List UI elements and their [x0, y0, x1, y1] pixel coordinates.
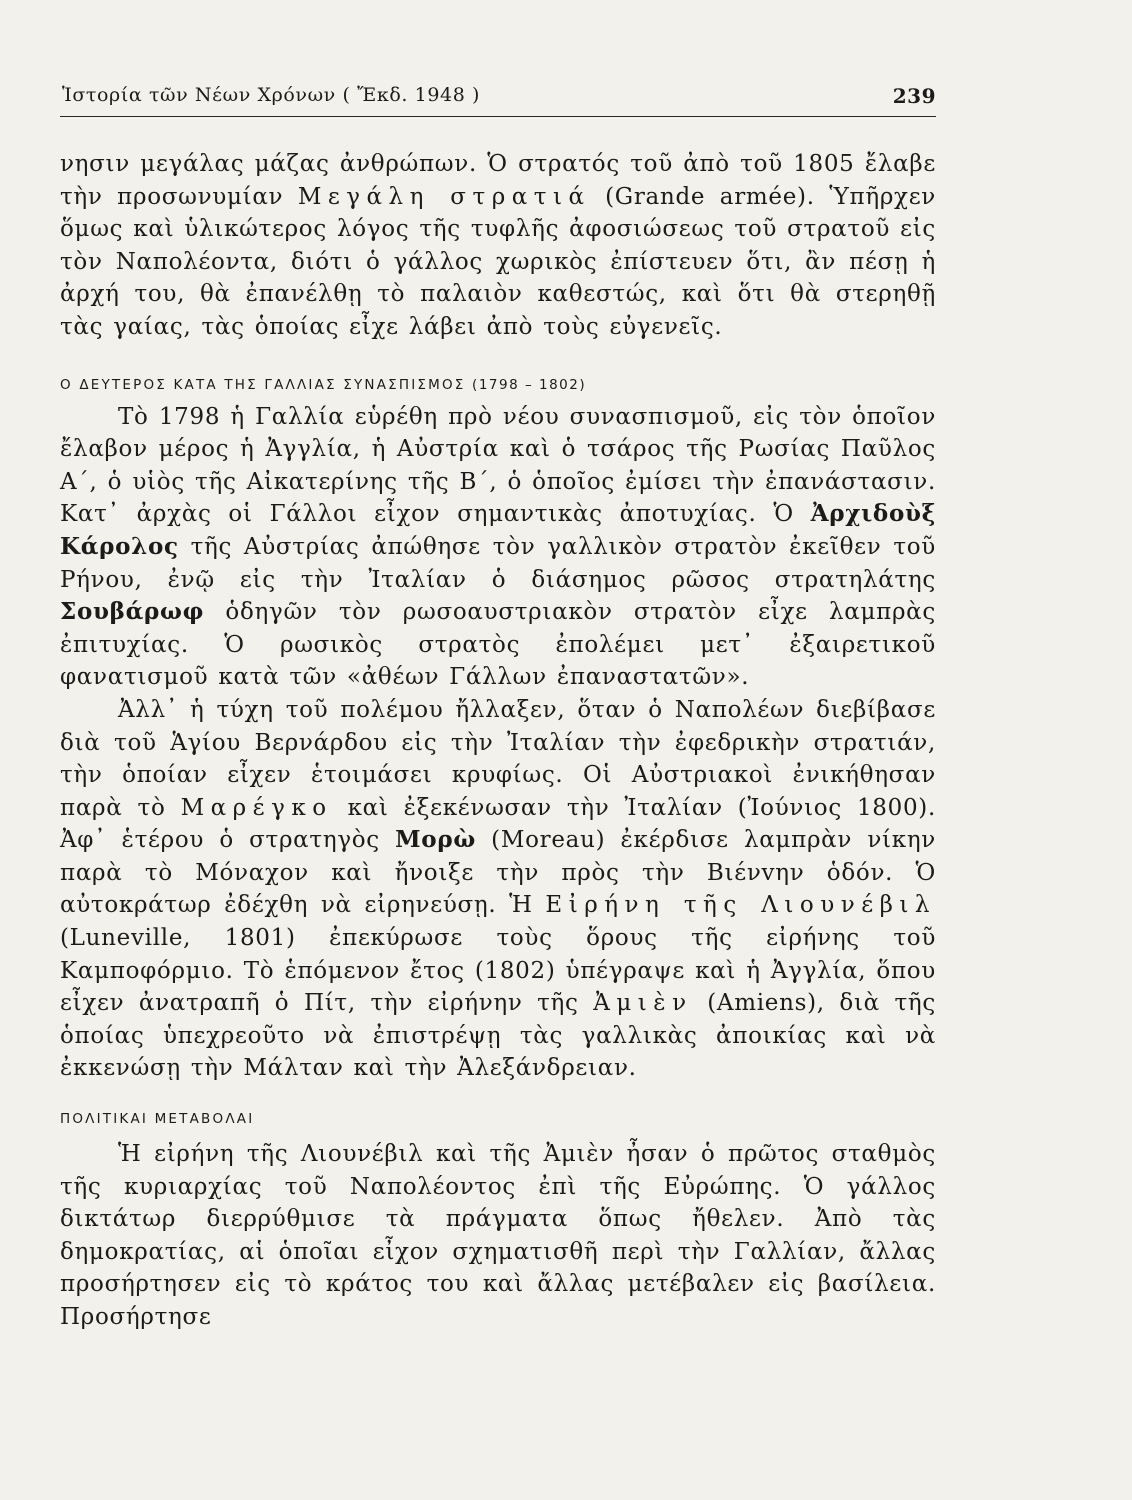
paragraph-text: νησιν μεγάλας μάζας ἀνθρώπων. Ὁ στρατός τοῦ ἀπὸ τοῦ 1805 ἔλαβε τὴν προσωνυμίαν: [60, 151, 936, 210]
paragraph-text: τῆς Αὐστρίας ἀπώθησε τὸν γαλλικὸν στρατὸν ἐκεῖθεν τοῦ Ρήνου, ἐνῷ εἰς τὴν Ἰταλίαν ὁ διάσημος ρῶσος στρατηλάτης: [60, 533, 936, 593]
running-head: [60, 84, 936, 112]
spaced-term-amiens: Ἀμιὲν: [593, 990, 693, 1017]
section-heading-title: ΠΟΛΙΤΙΚΑΙ ΜΕΤΑΒΟΛΑΙ: [60, 1111, 255, 1128]
bold-name-archduke-charles: Ἀρχιδοὺξ Κάρολος: [60, 500, 936, 560]
book-title: Ἱστορία τῶν Νέων Χρόνων ( Ἔκδ. 1948 ): [62, 84, 481, 106]
section-heading-years: (1798 – 1802): [472, 376, 587, 393]
section-heading-title: Ο ΔΕΥΤΕΡΟΣ ΚΑΤΑ ΤΗΣ ΓΑΛΛΙΑΣ ΣΥΝΑΣΠΙΣΜΟΣ: [60, 376, 466, 393]
paragraph-grande-armee: [60, 148, 936, 344]
spaced-term-marengo: Μαρέγκο: [180, 794, 333, 821]
paragraph-text: (Moreau) ἐκέρδισε λαμπρὰν νίκην παρὰ τὸ Μόναχον καὶ ἤνοιξε τὴν πρὸς τὴν Βιένvην ὁδόν. Ὁ αὐτοκράτωρ ἐδέχθη νὰ εἰρηνεύσῃ. Ἡ: [60, 827, 936, 919]
book-page: [60, 0, 936, 1500]
header-rule: [60, 116, 936, 117]
spaced-term: Μεγάλη στρατιά: [297, 183, 591, 210]
paragraph-text: (Amiens), διὰ τῆς ὁποίας ὑπεχρεοῦτο νὰ ἐπιστρέψῃ τὰς γαλλικὰς ἀποικίας καὶ νὰ ἐκκενώσῃ τὴν Μάλταν καὶ τὴν Ἀλεξάνδρειαν.: [60, 990, 936, 1082]
bold-name-moreau: Μορὼ: [395, 826, 476, 854]
paragraph-text: καὶ ἐξεκένωσαν τὴν Ἰταλίαν (Ἰούνιος 1800). Ἀφ᾽ ἑτέρου ὁ στρατηγὸς: [60, 794, 936, 854]
paragraph-fortune-of-war: [60, 694, 936, 1085]
paragraph-text: (Luneville, 1801) ἐπεκύρωσε τοὺς ὅρους τῆς εἰρήνης τοῦ Καμποφόρμιο. Τὸ ἑπόμενον ἔτος (1802) ὑπέγραψε καὶ ἡ Ἀγγλία, ὅπου εἶχεν ἀνατραπῆ ὁ Πίτ, τὴν εἰρήνην τῆς: [60, 925, 936, 1017]
page-number: 239: [892, 84, 936, 108]
paragraph-text: Ἀλλ᾽ ἡ τύχη τοῦ πολέμου ἤλλαξεν, ὅταν ὁ Ναπολέων διεβίβασε διὰ τοῦ Ἁγίου Βερνάρδου εἰς τὴν Ἰταλίαν τὴν ἐφεδρικὴν στρατιάν, τὴν ὁποίαν εἶχεν ἑτοιμάσει κρυφίως. Οἱ Αὐστριακοὶ ἐνικήθησαν παρὰ τὸ: [60, 696, 936, 821]
section-heading-second-coalition: [60, 377, 936, 393]
spaced-term-luneville: Εἰρήνη τῆς Λιουνέβιλ: [545, 892, 937, 919]
bold-name-suvorov: Σουβάρωφ: [60, 598, 205, 626]
paragraph-coalition-1798: [60, 401, 936, 694]
body-text: [60, 148, 936, 1334]
paragraph-text: Τὸ 1798 ἡ Γαλλία εὑρέθη πρὸ νέου συνασπισμοῦ, εἰς τὸν ὁποῖον ἔλαβον μέρος ἡ Ἀγγλία, ἡ Αὐστρία καὶ ὁ τσάρος τῆς Ρωσίας Παῦλος Α΄, ὁ υἱὸς τῆς Αἰκατερίνης τῆς Β΄, ὁ ὁποῖος ἐμίσει τὴν ἐπανάστασιν. Κατ᾽ ἀρχὰς οἱ Γάλλοι εἶχον σημαντικὰς ἀποτυχίας. Ὁ: [60, 403, 936, 528]
paragraph-peace-of-luneville: [60, 1138, 936, 1334]
paragraph-text: (Grande armée). Ὑπῆρχεν ὅμως καὶ ὑλικώτερος λόγος τῆς τυφλῆς ἀφοσιώσεως τοῦ στρατοῦ εἰς τὸν Ναπολέοντα, διότι ὁ γάλλος χωρικὸς ἐπίστευεν ὅτι, ἂν πέσῃ ἡ ἀρχή του, θὰ ἐπανέλθῃ τὸ παλαιὸν καθεστώς, καὶ ὅτι θὰ στερηθῇ τὰς γαίας, τὰς ὁποίας εἶχε λάβει ἀπὸ τοὺς εὐγενεῖς.: [60, 183, 936, 340]
section-heading-political-changes: [60, 1111, 936, 1127]
paragraph-text: ὁδηγῶν τὸν ρωσοαυστριακὸν στρατὸν εἶχε λαμπρὰς ἐπιτυχίας. Ὁ ρωσικὸς στρατὸς ἐπολέμει μετ᾽ ἐξαιρετικοῦ φανατισμοῦ κατὰ τῶν «ἀθέων Γάλλων ἐπαναστατῶν».: [60, 599, 936, 691]
paragraph-text: Ἡ εἰρήνη τῆς Λιουνέβιλ καὶ τῆς Ἀμιὲν ἦσαν ὁ πρῶτος σταθμὸς τῆς κυριαρχίας τοῦ Ναπολέοντος ἐπὶ τῆς Εὐρώπης. Ὁ γάλλος δικτάτωρ διερρύθμισε τὰ πράγματα ὅπως ἤθελεν. Ἀπὸ τὰς δημοκρατίας, αἱ ὁποῖαι εἶχον σχηματισθῆ περὶ τὴν Γαλλίαν, ἄλλας προσήρτησεν εἰς τὸ κράτος του καὶ ἄλλας μετέβαλεν εἰς βασίλεια. Προσήρτησε: [60, 1141, 936, 1330]
